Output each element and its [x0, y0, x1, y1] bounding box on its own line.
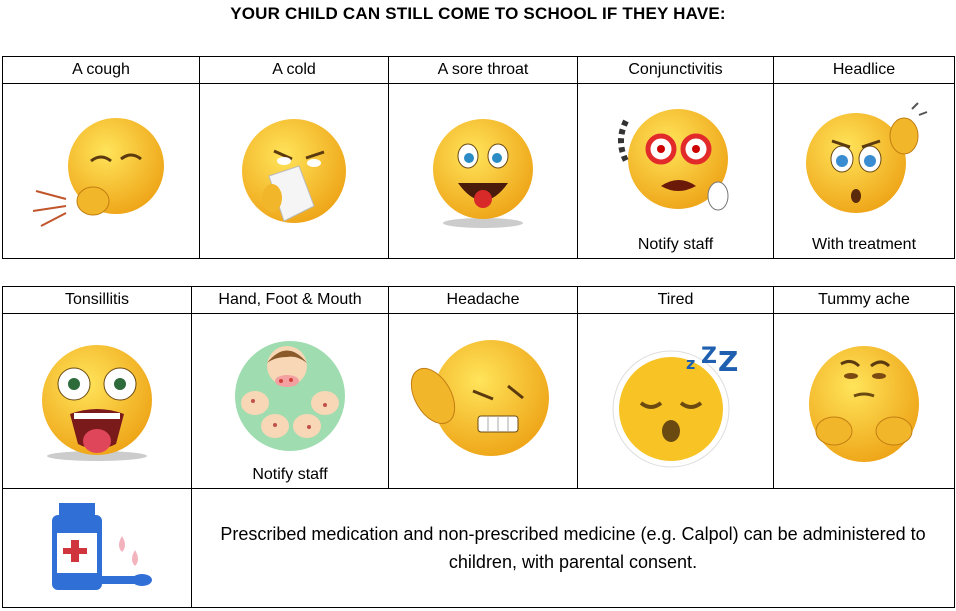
medication-note: Prescribed medication and non-prescribed medicine (e.g. Calpol) can be administered to children, with parental consent. — [192, 489, 955, 608]
cold-emoji-icon — [234, 116, 354, 226]
sore-throat-emoji-icon — [423, 111, 543, 231]
tummy-ache-emoji-icon — [799, 336, 929, 466]
note-headlice: With treatment — [811, 236, 917, 253]
header-conjunctivitis: Conjunctivitis — [578, 57, 774, 84]
conditions-table-2 — [2, 286, 955, 608]
page-title: YOUR CHILD CAN STILL COME TO SCHOOL IF THEY HAVE: — [230, 4, 726, 23]
header-headlice: Headlice — [774, 57, 955, 84]
tonsillitis-emoji-icon — [32, 336, 162, 466]
cell-medicine-icon — [3, 489, 192, 608]
note-hand-foot-mouth: Notify staff — [252, 466, 328, 483]
conditions-table-1 — [2, 56, 955, 259]
conjunctivitis-emoji-icon — [606, 101, 746, 221]
headache-emoji-icon — [403, 336, 563, 466]
tired-emoji-icon — [606, 331, 746, 471]
svg-text:Z: Z — [717, 345, 738, 378]
header-sore-throat: A sore throat — [389, 57, 578, 84]
cell-tummy-ache — [774, 314, 955, 489]
medicine-bottle-icon — [37, 498, 157, 598]
header-headache: Headache — [389, 287, 578, 314]
headlice-emoji-icon — [794, 101, 934, 221]
hand-foot-mouth-icon — [225, 331, 355, 451]
cell-tired — [578, 314, 774, 489]
cell-cold — [200, 84, 389, 259]
header-hand-foot-mouth: Hand, Foot & Mouth — [192, 287, 389, 314]
cough-emoji-icon — [21, 111, 181, 231]
cell-hand-foot-mouth — [192, 314, 389, 489]
cell-headlice — [774, 84, 955, 259]
cell-tonsillitis — [3, 314, 192, 489]
cell-sore-throat — [389, 84, 578, 259]
cell-headache — [389, 314, 578, 489]
header-cold: A cold — [200, 57, 389, 84]
header-tired: Tired — [578, 287, 774, 314]
cell-conjunctivitis — [578, 84, 774, 259]
header-tummy-ache: Tummy ache — [774, 287, 955, 314]
svg-text:Z: Z — [700, 344, 717, 369]
header-cough: A cough — [3, 57, 200, 84]
svg-text:z: z — [685, 354, 695, 373]
cell-cough — [3, 84, 200, 259]
header-tonsillitis: Tonsillitis — [3, 287, 192, 314]
note-conjunctivitis: Notify staff — [637, 236, 714, 253]
